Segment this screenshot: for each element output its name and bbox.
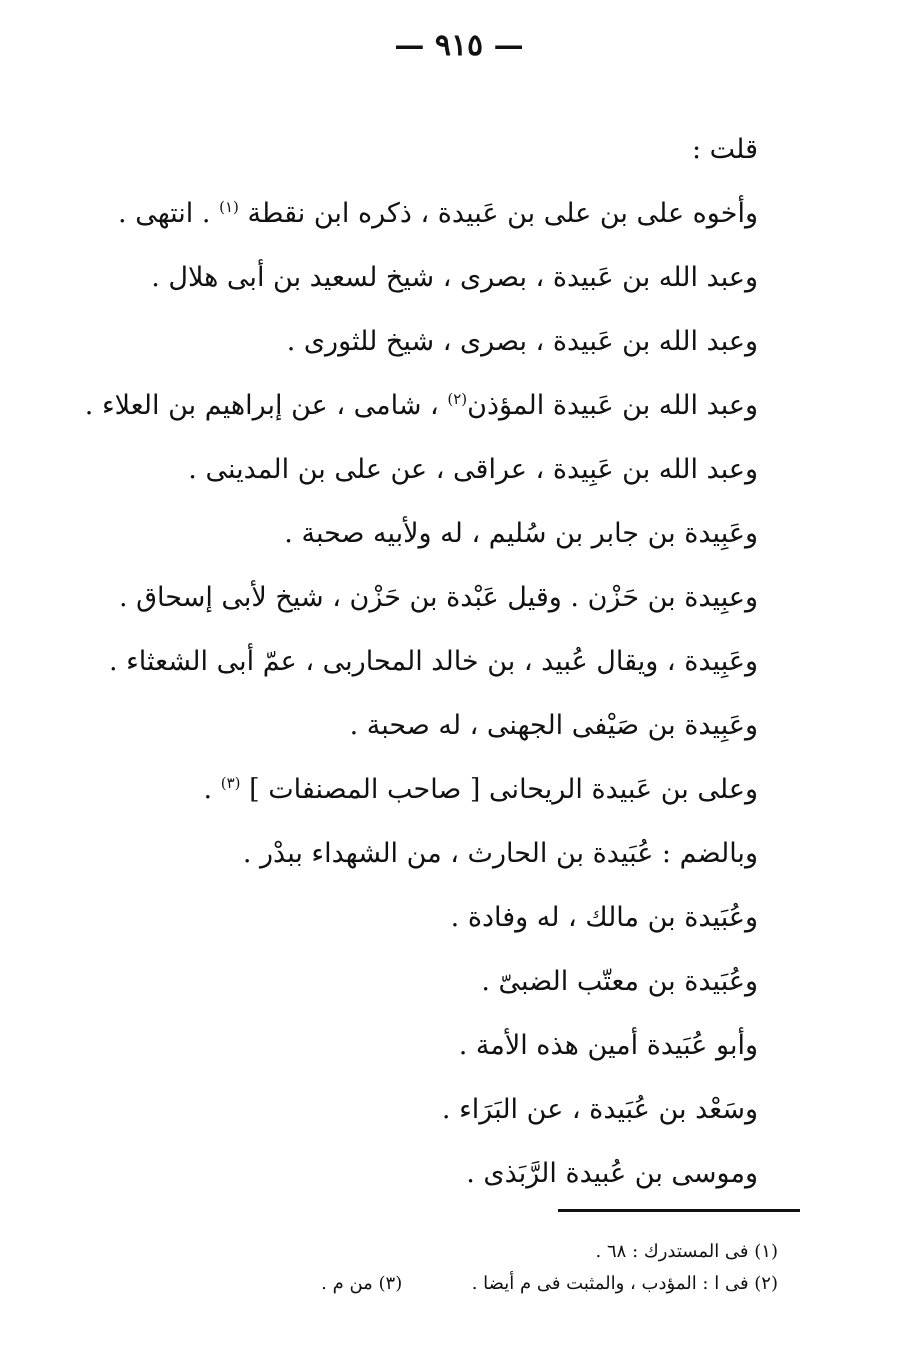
text-line: [148, 886, 758, 950]
text-line: [148, 246, 758, 310]
text-line: [148, 1078, 758, 1142]
line-text: وعُبَيدة بن معتّب الضبىّ .: [481, 966, 758, 997]
line-text: وموسى بن عُبيدة الرَّبَذى .: [466, 1158, 758, 1189]
line-text: وعبد الله بن عَبيدة ، بصرى ، شيخ للثورى .: [286, 326, 758, 357]
entries-list: [84, 118, 758, 1206]
page-number: — ٩١٥ —: [394, 28, 524, 63]
text-line: [148, 1142, 758, 1206]
text-line: [148, 950, 758, 1014]
footnote-ref: (٣): [220, 774, 241, 792]
text-line: [148, 118, 758, 182]
footnote-text: (٣) من م .: [321, 1273, 403, 1294]
line-text: وعبد الله بن عَبيدة المؤذن: [467, 390, 758, 421]
text-line: [148, 310, 758, 374]
text-line: [148, 694, 758, 758]
line-text: وعبد الله بن عَبِيدة ، عراقى ، عن على بن المدينى .: [188, 454, 758, 485]
text-line: [148, 758, 758, 822]
footnote: [278, 1236, 778, 1268]
text-line: [84, 374, 758, 438]
line-text: وعبِيدة بن حَزْن . وقيل عَبْدة بن حَزْن ، شيخ لأبى إسحاق .: [118, 582, 758, 613]
line-text: وعَبِيدة بن جابر بن سُليم ، له ولأبيه صحبة .: [284, 518, 758, 549]
line-text: قلت :: [691, 134, 758, 165]
line-text: وبالضم : عُبَيدة بن الحارث ، من الشهداء ببدْر .: [242, 838, 758, 869]
footnote-text: (٢) فى ا : المؤدب ، والمثبت فى م أيضا .: [471, 1273, 778, 1294]
text-line: [108, 630, 758, 694]
text-line: [118, 182, 758, 246]
footnote-ref: (٢): [447, 390, 468, 408]
footnote-text: (١) فى المستدرك : ٦٨ .: [595, 1241, 778, 1262]
line-text: وعَبِيدة ، ويقال عُبيد ، بن خالد المحاربى ، عمّ أبى الشعثاء .: [108, 646, 758, 677]
text-line: [118, 566, 758, 630]
text-line: [148, 438, 758, 502]
line-text: وعَبِيدة بن صَيْفى الجهنى ، له صحبة .: [349, 710, 758, 741]
footnote-divider: [558, 1209, 800, 1212]
footnote: [278, 1268, 778, 1300]
text-line: [148, 1014, 758, 1078]
line-tail: .: [203, 774, 213, 805]
footnotes: [278, 1236, 778, 1300]
line-text: وعلى بن عَبيدة الريحانى [ صاحب المصنفات ]: [249, 774, 758, 805]
line-tail: . انتهى .: [118, 198, 211, 229]
text-line: [148, 822, 758, 886]
line-text: وسَعْد بن عُبَيدة ، عن البَرَاء .: [441, 1094, 758, 1125]
line-text: وعُبَيدة بن مالك ، له وفادة .: [450, 902, 758, 933]
line-text: وأبو عُبَيدة أمين هذه الأمة .: [458, 1030, 758, 1061]
text-line: [148, 502, 758, 566]
line-tail: ، شامى ، عن إبراهيم بن العلاء .: [84, 390, 439, 421]
line-text: وأخوه على بن على بن عَبيدة ، ذكره ابن نقطة: [247, 198, 758, 229]
footnote-ref: (١): [219, 198, 239, 216]
line-text: وعبد الله بن عَبيدة ، بصرى ، شيخ لسعيد بن أبى هلال .: [151, 262, 758, 293]
